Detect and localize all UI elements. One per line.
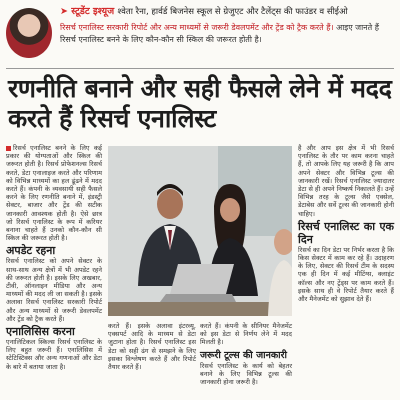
column-1 [6, 144, 102, 371]
office-illustration [108, 146, 292, 316]
intro-rest: आइए जानते हैं रिसर्च एनालिस्ट बनने के लिए कौन-कौन सी स्किल की जरूरत होती है। [60, 23, 379, 44]
column1-paragraph: रिसर्च एनालिस्ट बनने के लिए कई प्रकार की योग्यताओं और स्किल की जरूरत होती है। रिसर्च प्रोफेशनल्स रिसर्च करते, डेटा एनालाइज करते और परिणाम को विभिन्न माध्यमों का हल ढूंढने में मदद करते हैं। कंपनी के व्यवसायी सही फैसले करने के लिए रणनीति बनाने में, इंडस्ट्री सेक्टर, बाजार और ट्रेंड की सटीक जानकारी आवश्यक होती है। ऐसे छात्र जो रिसर्च एनालिस्ट के रूप में करियर बनाना चाहते हैं उनको कौन-कौन सी स्किल की जरूरत होती है। [6, 144, 102, 243]
author-photo [6, 8, 52, 58]
intro-text [60, 22, 396, 46]
column2-paragraph: करते हैं। कंपनी के सीनियर मैनेजमेंट को इस डेटा से निर्णय लेने में मदद मिलती है। [200, 322, 292, 347]
byline [60, 6, 348, 18]
subheading-update: अपडेट रहना [6, 244, 56, 258]
intro-highlight: रिसर्च एनालिस्ट सरकारी रिपोर्ट और अन्य माध्यमों से जरूरी डेवलपमेंट और ट्रेंड को ट्रैक करते हैं। [60, 23, 334, 32]
column2-paragraph: रिसर्च एनालिस्ट के कार्य को बेहतर बनाने के लिए विभिन्न टूल्स की जानकारी होना जरूरी है। [200, 361, 292, 387]
red-marker-icon [6, 146, 11, 151]
subheading-analysis: एनालिसिस करना [6, 325, 75, 339]
subheading-day: रिसर्च एनालिस्ट का एक दिन [298, 219, 394, 246]
column-3 [298, 144, 394, 303]
headline: रणनीति बनाने और सही फैसले लेने में मदद करते हैं रिसर्च एनालिस्ट [8, 74, 392, 133]
column2-paragraph: करते हैं। इसके अलावा इंटरव्यू, एक्सपर्ट आदि के माध्यम से डेटा जुटाना होता है। रिसर्च एनालिस्ट इस डेटा को सही ढंग से समझने के लिए इसका विश्लेषण करते हैं और रिपोर्ट तैयार करते हैं। [108, 322, 196, 372]
column1-paragraph: रिसर्च एनालिस्ट को अपने सेक्टर के साथ-साथ अन्य क्षेत्रों में भी अपडेट रहने की जरूरत होती है। इसके लिए अखबार, टीवी, ऑनलाइन मीडिया और अन्य माध्यमों की मदद ली जा सकती है। इसके अलावा रिसर्च एनालिस्ट सरकारी रिपोर्ट और अन्य माध्यमों से जरूरी डेवलपमेंट और ट्रेंड को ट्रैक करते हैं। [6, 257, 102, 323]
office-photo [108, 146, 292, 316]
column1-paragraph: एनालिटिकल स्किल्स रिसर्च एनालिस्ट के लिए बहुत जरूरी हैं। एनालिसिस में स्टेटिस्टिक्स और अन्य गणनाओं और डेटा के बारे में बताया जाता है। [6, 338, 102, 371]
column3-paragraph: है और आप इस क्षेत्र में भी रिसर्च एनालिस्ट के तौर पर काम करना चाहते हैं, तो आपके लिए यह जरूरी है कि आप अपने सेक्टर और विभिन्न टूल्स की जानकारी रखें। रिसर्च एनालिस्ट ज्यादातर डेटा से ही अपने निष्कर्ष निकालते हैं। उन्हें विभिन्न तरह के टूल्स जैसे एक्सेल, डेटाबेस और सर्वे टूल्स की जानकारी होनी चाहिए। [298, 144, 394, 218]
brand-title: स्टूडेंट इश्यूज [71, 6, 115, 17]
divider [6, 68, 394, 69]
arrow-icon: ➤ [60, 6, 68, 17]
subheading-tools: जरूरी टूल्स की जानकारी [200, 349, 287, 361]
column3-paragraph: रिसर्च का दिन डेटा पर निर्भर करता है कि किस सेक्टर में काम कर रहे हैं। उदाहरण के लिए, सेक्टर की रिसर्च टीम के सदस्य एक ही दिन में कई मीटिंग्स, क्लाइंट कॉल्स और नए ट्रेंड्स पर काम करते हैं। इसके साथ ही वे रिपोर्ट तैयार करते हैं और मैनेजमेंट को सुझाव देते हैं। [298, 245, 394, 304]
author-name: श्वेता रैना, हार्वर्ड बिजनेस स्कूल से ग्रेजुएट और टैलेंट्स की फाउंडर व सीईओ [117, 7, 348, 17]
column-2a [108, 322, 196, 371]
column-2b [200, 322, 292, 386]
